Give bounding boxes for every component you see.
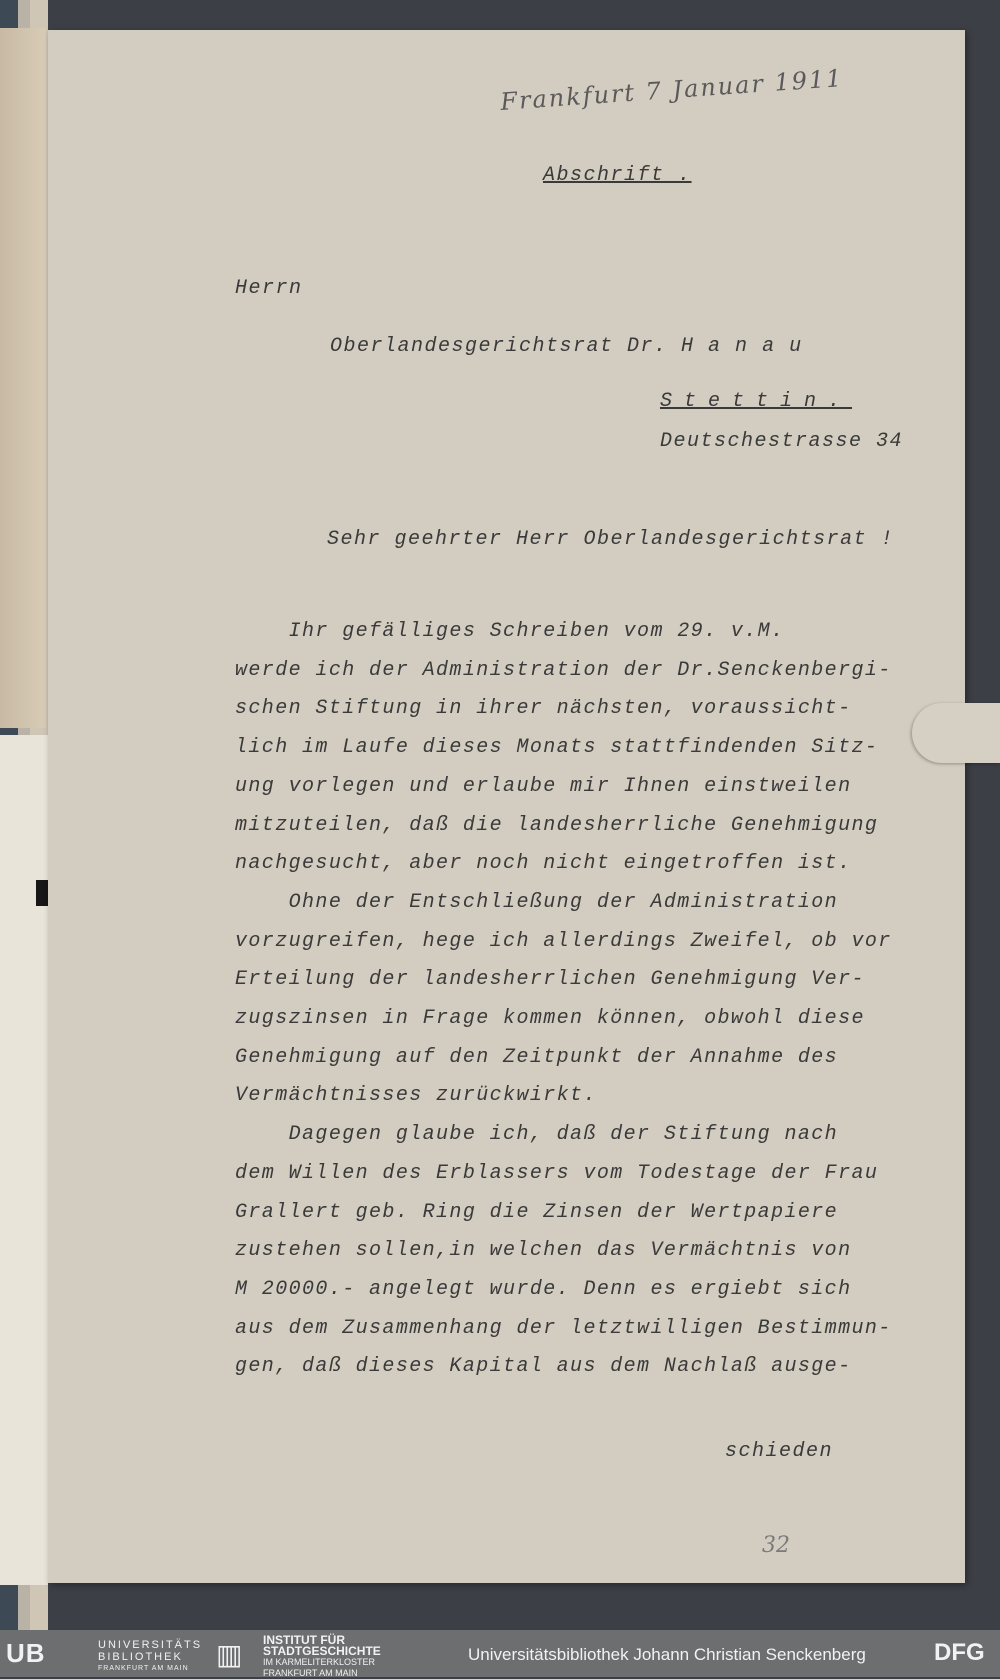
recipient-street: Deutschestrasse 34 — [660, 430, 904, 453]
isg-label: INSTITUT FÜR STADTGESCHICHTE IM KARMELITERKLOSTER FRANKFURT AM MAIN — [263, 1633, 381, 1678]
body-line: mitzuteilen, daß die landesherrliche Genehmigung — [235, 813, 879, 837]
footer-library-name: Universitätsbibliothek Johann Christian Senckenberg — [468, 1645, 866, 1664]
catchword: schieden — [725, 1440, 834, 1463]
body-line: ung vorlegen und erlaube mir Ihnen einstweilen — [235, 774, 852, 798]
body-line: werde ich der Administration der Dr.Senckenbergi- — [235, 658, 892, 682]
left-paper-strip — [0, 735, 48, 1585]
body-line: zugszinsen in Frage kommen können, obwohl diese — [235, 1007, 865, 1030]
ub-label: UNIVERSITÄTS BIBLIOTHEK FRANKFURT AM MAIN — [98, 1639, 203, 1672]
body-line: nachgesucht, aber noch nicht eingetroffen ist. — [235, 852, 852, 876]
body-line: dem Willen des Erblassers vom Todestage der Frau — [235, 1161, 879, 1185]
salutation-line: Herrn — [235, 277, 303, 300]
body-line: vorzugreifen, hege ich allerdings Zweifel, ob vor — [235, 929, 892, 953]
body-line: Grallert geb. Ring die Zinsen der Wertpapiere — [235, 1200, 839, 1224]
footer-bar — [0, 1630, 1000, 1677]
body-line: M 20000.- angelegt wurde. Denn es ergiebt sich — [235, 1277, 852, 1301]
body-line: Ihr gefälliges Schreiben vom 29. v.M. — [235, 620, 785, 643]
handwritten-date: Frankfurt 7 Januar 1911 — [499, 64, 845, 116]
document-title: Abschrift . — [543, 164, 692, 187]
body-line: Genehmigung auf den Zeitpunkt der Annahme des — [235, 1045, 839, 1069]
body-line: Erteilung der landesherrlichen Genehmigung Ver- — [235, 968, 865, 992]
dfg-logo: DFG — [934, 1639, 985, 1666]
body-line: zustehen sollen,in welchen das Vermächtnis von — [235, 1239, 852, 1263]
body-line: aus dem Zusammenhang der letztwilligen Bestimmun- — [235, 1316, 892, 1340]
page-number: 32 — [762, 1533, 790, 1558]
body-line: gen, daß dieses Kapital aus dem Nachlaß ausge- — [235, 1355, 852, 1379]
recipient-name: Oberlandesgerichtsrat Dr. H a n a u — [330, 335, 803, 358]
body-line: lich im Laufe dieses Monats stattfindenden Sitz- — [235, 736, 879, 760]
isg-logo-icon: ▥ — [216, 1639, 243, 1670]
body-line: schen Stiftung in ihrer nächsten, voraussicht- — [235, 697, 852, 721]
left-page-edge — [0, 28, 46, 728]
recipient-city: Stettin. — [660, 390, 853, 413]
body-line: Ohne der Entschließung der Administration — [235, 890, 839, 914]
ub-logo: UB — [6, 1638, 46, 1668]
body-line: Vermächtnisses zurückwirkt. — [235, 1084, 597, 1108]
letter-greeting: Sehr geehrter Herr Oberlandesgerichtsrat ! — [327, 528, 895, 551]
document-page — [48, 30, 965, 1583]
page-tab — [912, 703, 1000, 763]
body-line: Dagegen glaube ich, daß der Stiftung nach — [235, 1123, 839, 1147]
